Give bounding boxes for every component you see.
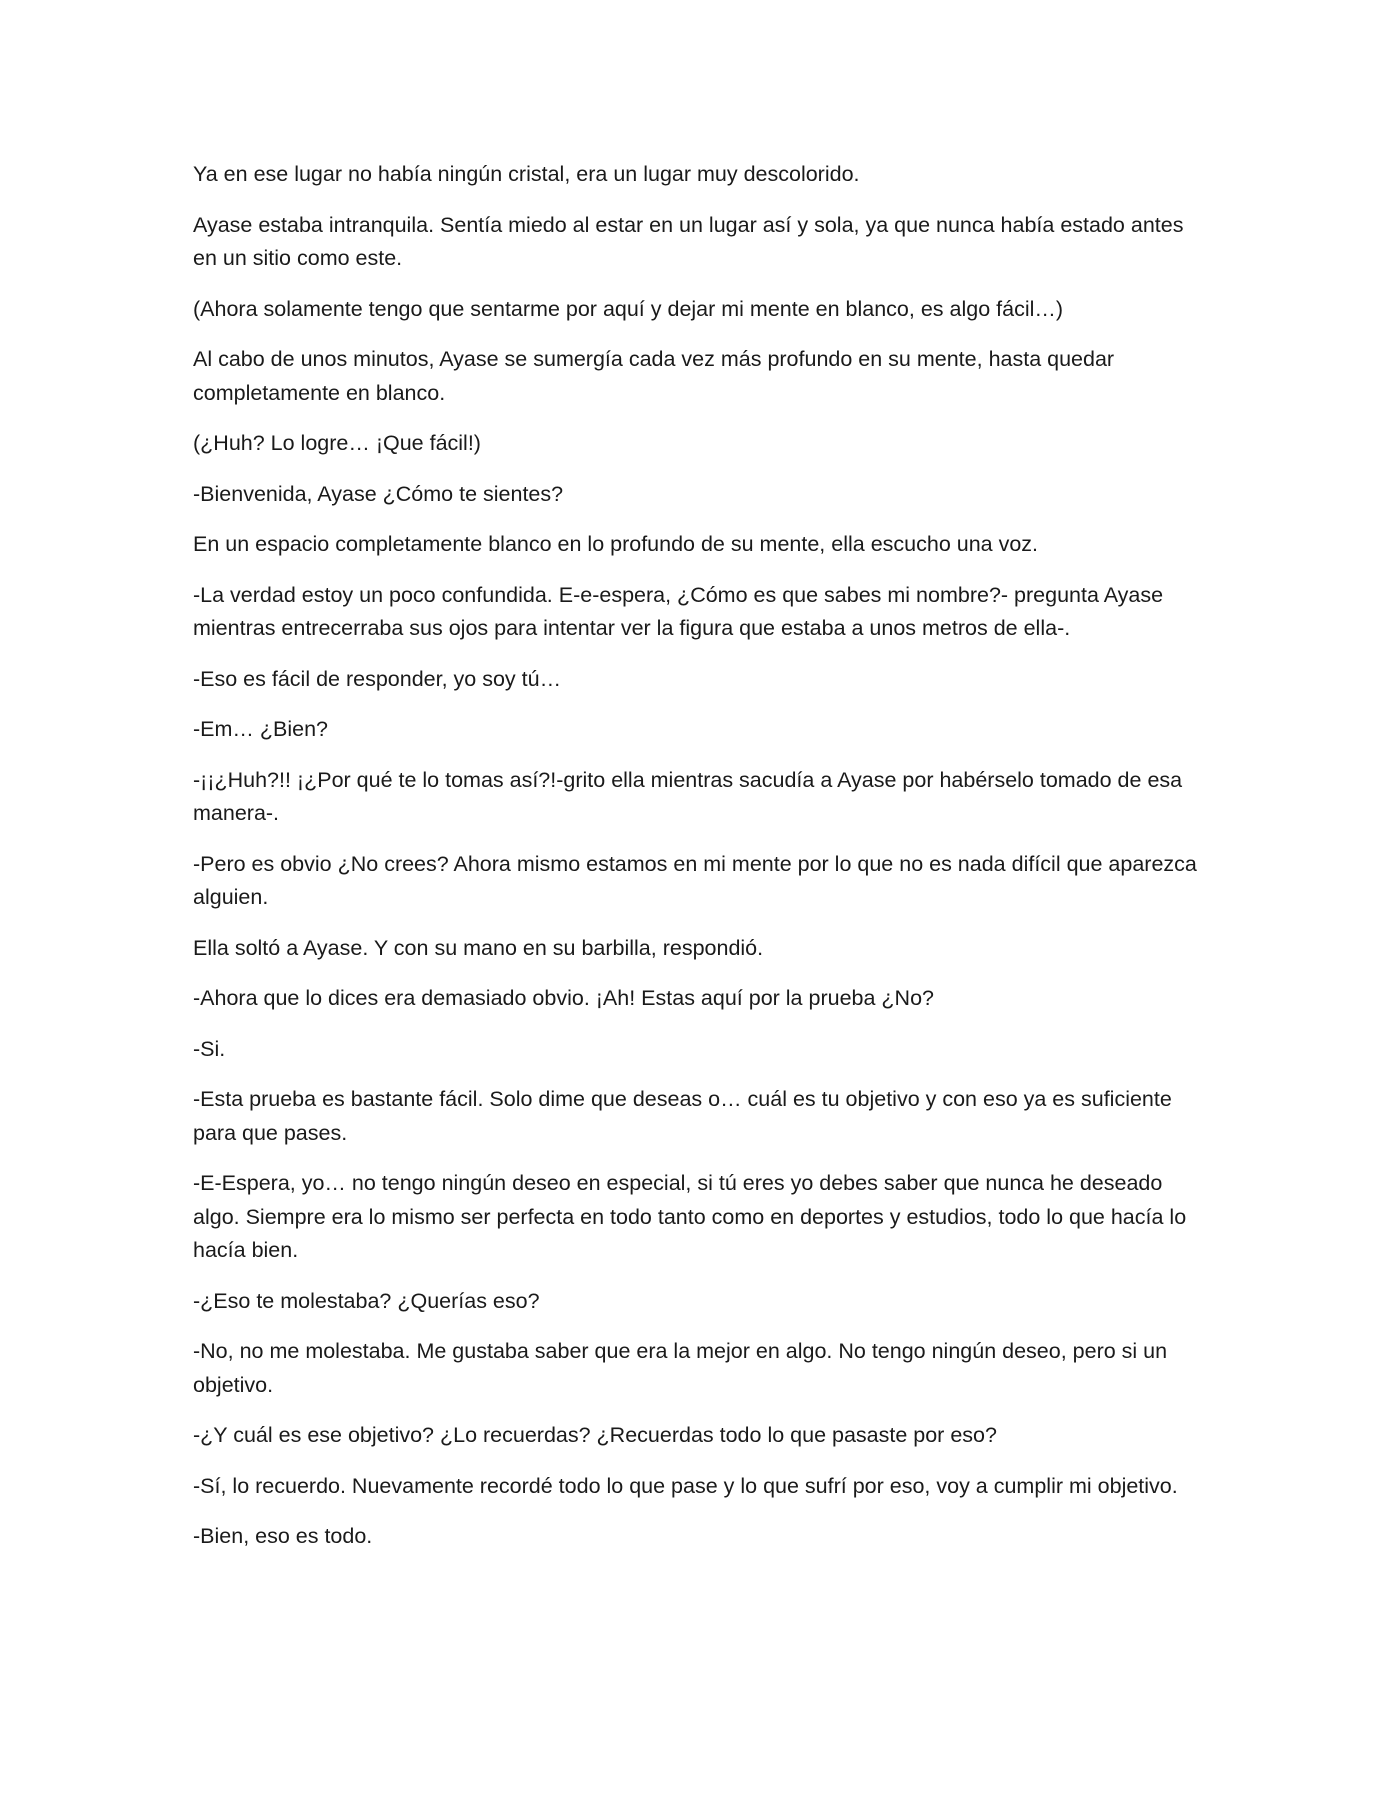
paragraph: (¿Huh? Lo logre… ¡Que fácil!) — [193, 431, 481, 455]
paragraph: -No, no me molestaba. Me gustaba saber que era la mejor en algo. No tengo ningún deseo, pero si un objetivo. — [193, 1339, 1168, 1397]
paragraph: -Bienvenida, Ayase ¿Cómo te sientes? — [193, 481, 564, 506]
paragraph: -Em… ¿Bien? — [193, 717, 329, 741]
paragraph: Ella soltó a Ayase. Y con su mano en su barbilla, respondió. — [193, 935, 764, 960]
paragraph: -Ahora que lo dices era demasiado obvio. ¡Ah! Estas aquí por la prueba ¿No? — [193, 986, 934, 1010]
paragraph: -Pero es obvio ¿No crees? Ahora mismo estamos en mi mente por lo que no es nada difícil que aparezca alguien. — [193, 851, 1197, 909]
paragraph: (Ahora solamente tengo que sentarme por aquí y dejar mi mente en blanco, es algo fácil…) — [193, 296, 1064, 321]
paragraph: -Si. — [193, 1036, 226, 1061]
paragraph: -E-Espera, yo… no tengo ningún deseo en especial, si tú eres yo debes saber que nunca he deseado algo. Siempre era lo mismo ser perfecta en todo tanto como en deportes y estudios, todo lo que hacía lo hacía bien. — [193, 1171, 1187, 1262]
paragraph: -La verdad estoy un poco confundida. E-e-espera, ¿Cómo es que sabes mi nombre?- pregunta Ayase mientras entrecerraba sus ojos para intentar ver la figura que estaba a unos metros de ella-. — [193, 582, 1164, 640]
paragraph: -¿Eso te molestaba? ¿Querías eso? — [193, 1288, 540, 1313]
paragraph: -Esta prueba es bastante fácil. Solo dime que deseas o… cuál es tu objetivo y con eso ya es suficiente para que pases. — [193, 1087, 1172, 1145]
paragraph: Al cabo de unos minutos, Ayase se sumergía cada vez más profundo en su mente, hasta quedar completamente en blanco. — [193, 347, 1115, 405]
paragraph: En un espacio completamente blanco en lo profundo de su mente, ella escucho una voz. — [193, 532, 1039, 556]
paragraph: -¿Y cuál es ese objetivo? ¿Lo recuerdas? ¿Recuerdas todo lo que pasaste por eso? — [193, 1423, 997, 1447]
paragraph: -Sí, lo recuerdo. Nuevamente recordé todo lo que pase y lo que sufrí por eso, voy a cumplir mi objetivo. — [193, 1473, 1178, 1498]
paragraph: Ayase estaba intranquila. Sentía miedo al estar en un lugar así y sola, ya que nunca había estado antes en un sitio como este. — [193, 212, 1184, 270]
story-text — [193, 158, 1213, 1571]
paragraph: Ya en ese lugar no había ningún cristal, era un lugar muy descolorido. — [193, 162, 860, 186]
paragraph: -Eso es fácil de responder, yo soy tú… — [193, 666, 562, 691]
paragraph: -¡¡¿Huh?!! ¡¿Por qué te lo tomas así?!-grito ella mientras sacudía a Ayase por habérselo tomado de esa manera-. — [193, 767, 1183, 825]
paragraph: -Bien, eso es todo. — [193, 1524, 373, 1548]
